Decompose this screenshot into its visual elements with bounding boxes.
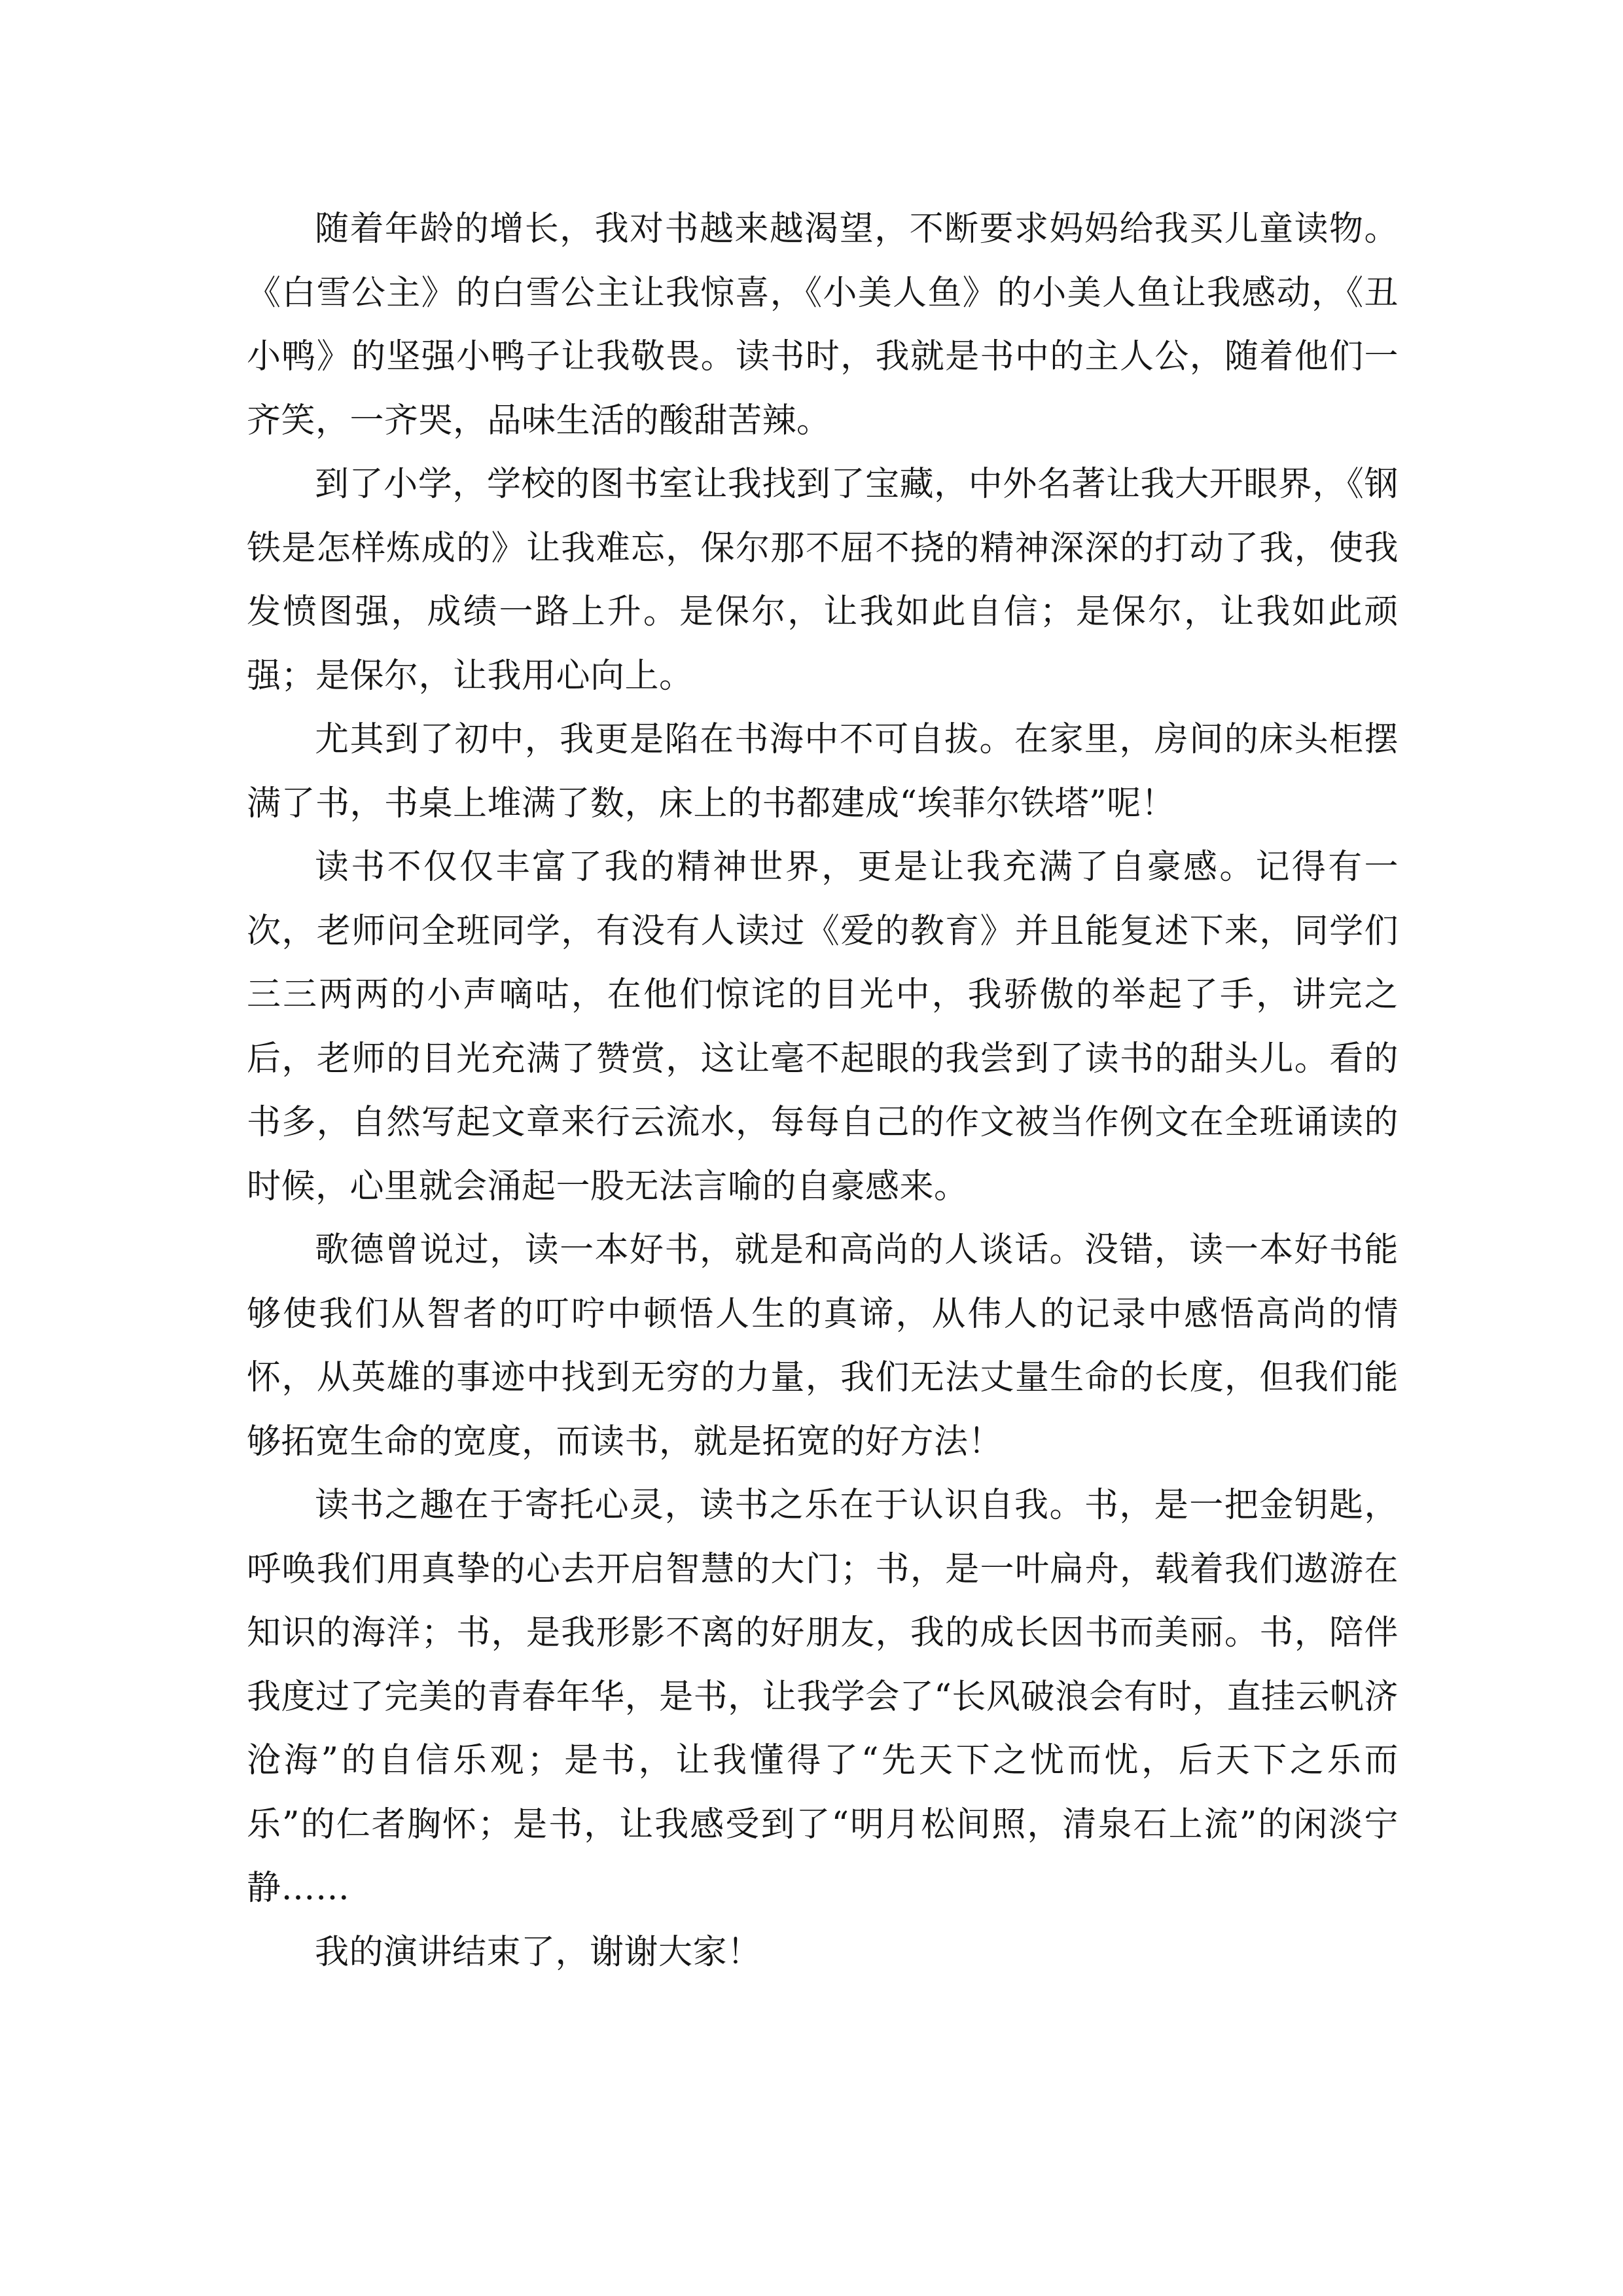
paragraph: 我的演讲结束了，谢谢大家！ [315, 1932, 762, 1972]
paragraph: 到了小学，学校的图书室让我找到了宝藏，中外名著让我大开眼界，《钢铁是怎样炼成的》让我难忘，保尔那不屈不挠的精神深深的打动了我，使我发愤图强，成绩一路上升。是保尔，让我如此自信；是保尔，让我如此顽强；是保尔，让我用心向上。 [247, 465, 1399, 696]
paragraph: 读书不仅仅丰富了我的精神世界，更是让我充满了自豪感。记得有一次，老师问全班同学，有没有人读过《爱的教育》并且能复述下来，同学们三三两两的小声嘀咕，在他们惊诧的目光中，我骄傲的举起了手，讲完之后，老师的目光充满了赞赏，这让毫不起眼的我尝到了读书的甜头儿。看的书多，自然写起文章来行云流水，每每自己的作文被当作例文在全班诵读的时候，心里就会涌起一股无法言喻的自豪感来。 [247, 848, 1399, 1206]
paragraph: 随着年龄的增长，我对书越来越渴望，不断要求妈妈给我买儿童读物。《白雪公主》的白雪公主让我惊喜，《小美人鱼》的小美人鱼让我感动，《丑小鸭》的坚强小鸭子让我敬畏。读书时，我就是书中的主人公，随着他们一齐笑，一齐哭，品味生活的酸甜苦辣。 [247, 209, 1399, 440]
document-body [247, 198, 1399, 1984]
paragraph: 尤其到了初中，我更是陷在书海中不可自拔。在家里，房间的床头柜摆满了书，书桌上堆满了数，床上的书都建成“埃菲尔铁塔”呢！ [247, 720, 1399, 823]
paragraph: 歌德曾说过，读一本好书，就是和高尚的人谈话。没错，读一本好书能够使我们从智者的叮咛中顿悟人生的真谛，从伟人的记录中感悟高尚的情怀，从英雄的事迹中找到无穷的力量，我们无法丈量生命的长度，但我们能够拓宽生命的宽度，而读书，就是拓宽的好方法！ [247, 1230, 1399, 1462]
paragraph: 读书之趣在于寄托心灵，读书之乐在于认识自我。书，是一把金钥匙，呼唤我们用真挚的心去开启智慧的大门；书，是一叶扁舟，载着我们遨游在知识的海洋；书，是我形影不离的好朋友，我的成长因书而美丽。书，陪伴我度过了完美的青春年华，是书，让我学会了“长风破浪会有时，直挂云帆济沧海”的自信乐观；是书，让我懂得了“先天下之忧而忧，后天下之乐而乐”的仁者胸怀；是书，让我感受到了“明月松间照，清泉石上流”的闲淡宁静…… [247, 1486, 1399, 1908]
